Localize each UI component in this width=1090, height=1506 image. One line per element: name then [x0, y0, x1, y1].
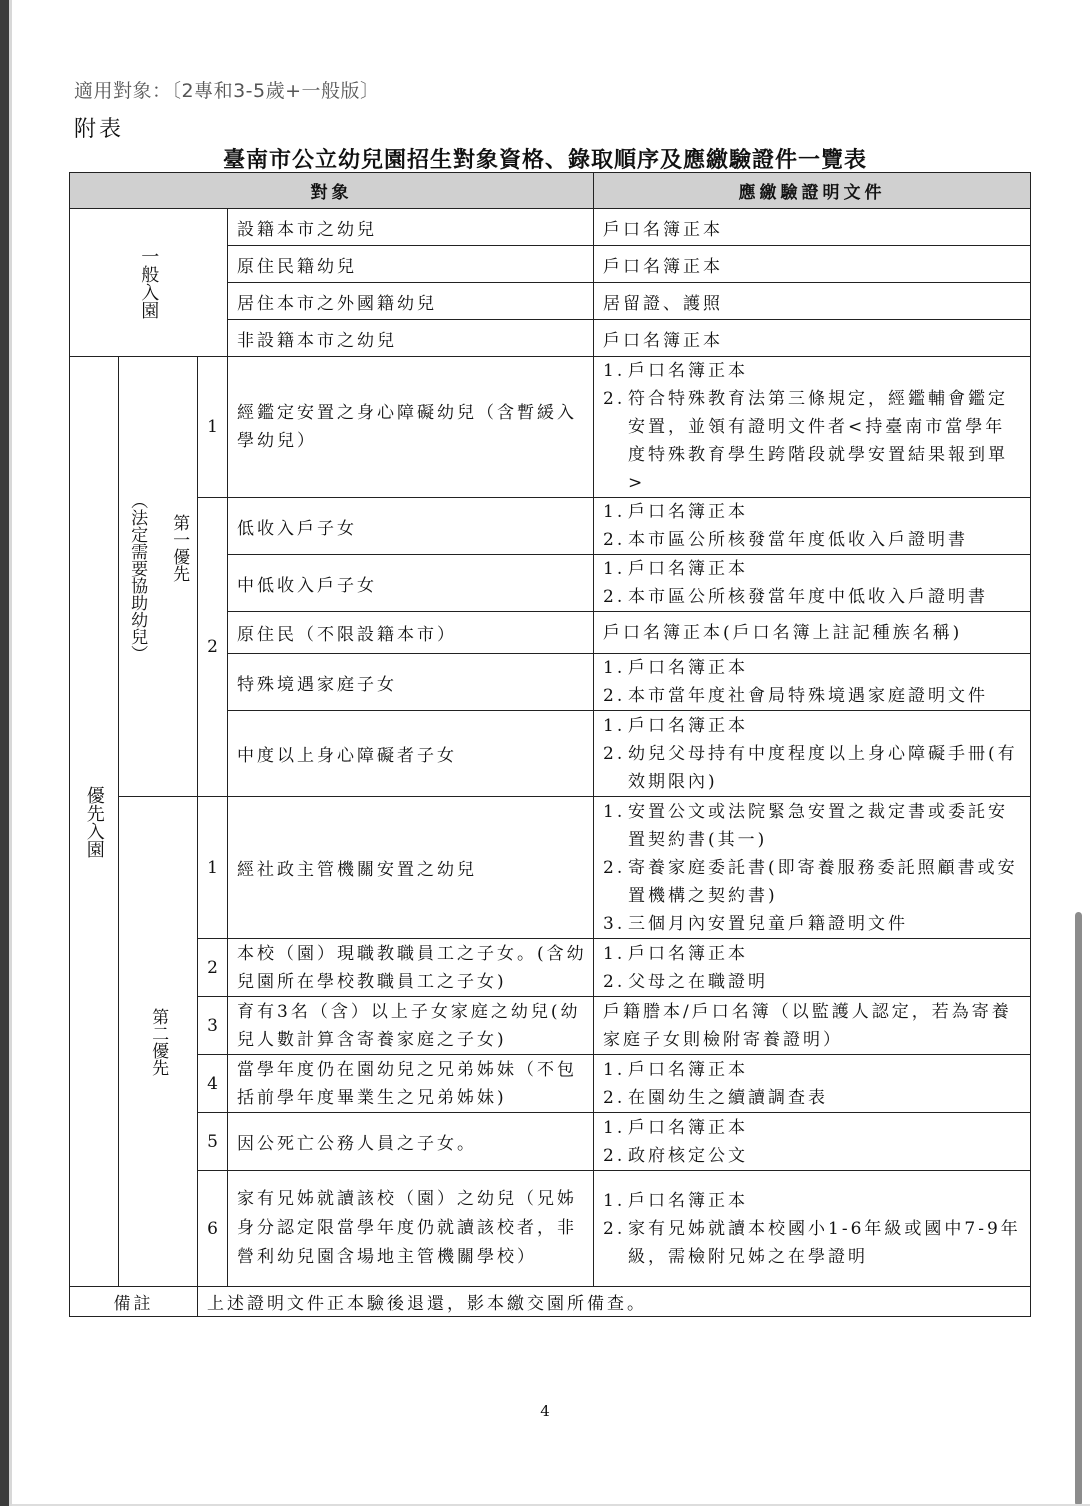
- target-cell: 本校（園）現職教職員工之子女。(含幼兒園所在學校教職員工之子女): [228, 939, 594, 997]
- document-cell: [594, 939, 1031, 997]
- document-item: 1. 安置公文或法院緊急安置之裁定書或委託安置契約書(其一): [603, 801, 1009, 850]
- admission-table: [69, 172, 1031, 1317]
- rank-cell: 6: [198, 1171, 228, 1287]
- table-row: [70, 209, 1031, 246]
- document-cell: 居留證、護照: [594, 283, 1031, 320]
- applicable-scope: 適用對象：〔2專和3-5歲+一般版〕: [74, 80, 380, 102]
- first-priority-sub-label: （法定需要協助幼兒）: [127, 491, 148, 662]
- table-row: [70, 1171, 1031, 1287]
- viewer-frame-left: [0, 0, 9, 1506]
- document-item: 2. 本市區公所核發當年度中低收入戶證明書: [603, 587, 989, 607]
- target-cell: 原住民籍幼兒: [228, 246, 594, 283]
- table-row: [70, 498, 1031, 555]
- page-number: 4: [540, 1402, 550, 1420]
- table-row: [70, 997, 1031, 1055]
- document-cell: 戶口名簿正本: [594, 209, 1031, 246]
- general-admission-label-cell: [70, 209, 228, 357]
- table-row: [70, 939, 1031, 997]
- target-cell: 居住本市之外國籍幼兒: [228, 283, 594, 320]
- target-cell: 經社政主管機關安置之幼兒: [228, 797, 594, 939]
- document-item: 2. 本市區公所核發當年度低收入戶證明書: [603, 530, 969, 550]
- target-cell: 中低收入戶子女: [228, 555, 594, 612]
- table-header-row: [70, 173, 1031, 209]
- rank-cell: 2: [198, 498, 228, 797]
- priority-admission-label: 優先入園: [83, 785, 105, 858]
- viewer-frame-edge: [9, 0, 12, 1506]
- first-priority-label: 第一優先: [169, 513, 190, 582]
- document-item: 2. 家有兄姊就讀本校國小1-6年級或國中7-9年級，需檢附兄姊之在學證明: [603, 1218, 1021, 1267]
- document-cell: 戶口名簿正本: [594, 246, 1031, 283]
- target-cell: 中度以上身心障礙者子女: [228, 711, 594, 797]
- document-item: 2. 寄養家庭委託書(即寄養服務委託照顧書或安置機構之契約書): [603, 857, 1018, 906]
- rank-cell: 3: [198, 997, 228, 1055]
- document-item: 1. 戶口名簿正本: [603, 1190, 749, 1211]
- document-item: 1. 戶口名簿正本: [603, 715, 749, 736]
- target-cell: 低收入戶子女: [228, 498, 594, 555]
- document-cell: 戶口名簿正本(戶口名簿上註記種族名稱): [594, 612, 1031, 654]
- target-cell: 特殊境遇家庭子女: [228, 654, 594, 711]
- document-cell: [594, 654, 1031, 711]
- document-cell: [594, 498, 1031, 555]
- document-item: 1. 戶口名簿正本: [603, 1117, 749, 1138]
- document-cell: [594, 1113, 1031, 1171]
- header-documents: 應繳驗證明文件: [594, 173, 1031, 209]
- document-cell: [594, 555, 1031, 612]
- rank-cell: 1: [198, 797, 228, 939]
- document-title: 臺南市公立幼兒園招生對象資格、錄取順序及應繳驗證件一覽表: [222, 147, 867, 173]
- document-item: 2. 幼兒父母持有中度程度以上身心障礙手冊(有效期限內): [603, 743, 1018, 792]
- header-target: 對象: [70, 173, 594, 209]
- target-cell: 非設籍本市之幼兒: [228, 320, 594, 357]
- remarks-label: 備註: [70, 1287, 198, 1317]
- document-item: 2. 在園幼生之續讀調查表: [603, 1087, 829, 1108]
- table-row: [70, 1055, 1031, 1113]
- table-row: [70, 1113, 1031, 1171]
- document-item: 1. 戶口名簿正本: [603, 559, 749, 579]
- document-item: 2. 符合特殊教育法第三條規定，經鑑輔會鑑定安置，並領有證明文件者<持臺南市當學年度特殊教育學生跨階段就學安置結果報到單>: [603, 389, 1009, 493]
- document-item: 2. 本市當年度社會局特殊境遇家庭證明文件: [603, 686, 989, 706]
- document-item: 3. 三個月內安置兒童戶籍證明文件: [603, 913, 909, 934]
- target-cell: 育有3名（含）以上子女家庭之幼兒(幼兒人數計算含寄養家庭之子女): [228, 997, 594, 1055]
- document-cell: [594, 711, 1031, 797]
- target-cell: 因公死亡公務人員之子女。: [228, 1113, 594, 1171]
- first-priority-label-cell: [119, 357, 198, 797]
- remarks-text: 上述證明文件正本驗後退還，影本繳交園所備查。: [198, 1287, 1031, 1317]
- attachment-label: 附表: [74, 117, 125, 142]
- table-row: [70, 357, 1031, 498]
- target-cell: 經鑑定安置之身心障礙幼兒（含暫緩入學幼兒）: [228, 357, 594, 498]
- document-item: 2. 父母之在職證明: [603, 971, 769, 992]
- document-item: 1. 戶口名簿正本: [603, 502, 749, 522]
- target-cell: 家有兄姊就讀該校（園）之幼兒（兄姊身分認定限當學年度仍就讀該校者，非營利幼兒園含場地主管機關學校）: [228, 1171, 594, 1287]
- document-cell: [594, 357, 1031, 498]
- target-cell: 設籍本市之幼兒: [228, 209, 594, 246]
- document-cell: [594, 1171, 1031, 1287]
- document-cell: 戶籍謄本/戶口名簿（以監護人認定，若為寄養家庭子女則檢附寄養證明）: [594, 997, 1031, 1055]
- document-item: 1. 戶口名簿正本: [603, 1059, 749, 1080]
- remarks-row: [70, 1287, 1031, 1317]
- rank-cell: 1: [198, 357, 228, 498]
- document-cell: [594, 797, 1031, 939]
- document-cell: 戶口名簿正本: [594, 320, 1031, 357]
- second-priority-label: 第二優先: [148, 1007, 169, 1076]
- priority-admission-label-cell: [70, 357, 119, 1287]
- document-item: 2. 政府核定公文: [603, 1145, 749, 1166]
- second-priority-label-cell: [119, 797, 198, 1287]
- document-item: 1. 戶口名簿正本: [603, 943, 749, 964]
- document-item: 1. 戶口名簿正本: [603, 658, 749, 678]
- document-item: 1. 戶口名簿正本: [603, 361, 749, 381]
- table-row: [70, 797, 1031, 939]
- general-admission-label: 一般入園: [138, 246, 160, 319]
- rank-cell: 5: [198, 1113, 228, 1171]
- target-cell: 原住民（不限設籍本市）: [228, 612, 594, 654]
- document-cell: [594, 1055, 1031, 1113]
- target-cell: 當學年度仍在園幼兒之兄弟姊妹（不包括前學年度畢業生之兄弟姊妹): [228, 1055, 594, 1113]
- rank-cell: 2: [198, 939, 228, 997]
- rank-cell: 4: [198, 1055, 228, 1113]
